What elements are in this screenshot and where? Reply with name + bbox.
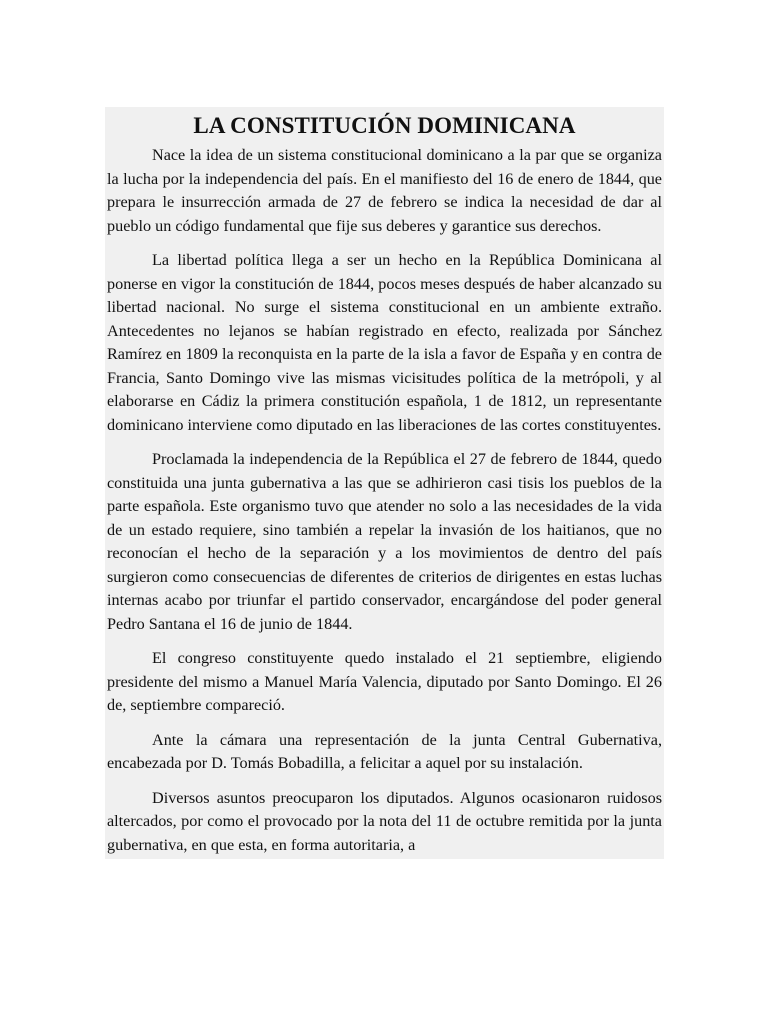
paragraph: Diversos asuntos preocuparon los diputados. Algunos ocasionaron ruidosos altercados, por como el provocado por la nota del 11 de octubre remitida por la junta gubernativa, en que esta, en forma autoritaria, a: [107, 788, 662, 854]
paragraph: Proclamada la independencia de la República el 27 de febrero de 1844, quedo constituida una junta gubernativa a las que se adhirieron casi tisis los pueblos de la parte española. Este organismo tuvo que atender no solo a las necesidades de la vida de un estado requiere, sino también a repelar la invasión de los haitianos, que no reconocían el hecho de la separación y a los movimientos de dentro del país surgieron como consecuencias de diferentes de criterios de dirigentes en estas luchas internas acabo por triunfar el partido conservador, encargándose del poder general Pedro Santana el 16 de junio de 1844.: [107, 450, 662, 633]
document-body: [105, 142, 664, 859]
paragraph: Ante la cámara una representación de la junta Central Gubernativa, encabezada por D. Tomás Bobadilla, a felicitar a aquel por su instalación.: [107, 730, 662, 772]
paragraph: La libertad política llega a ser un hecho en la República Dominicana al ponerse en vigor la constitución de 1844, pocos meses después de haber alcanzado su libertad nacional. No surge el sistema constitucional en un ambiente extraño. Antecedentes no lejanos se habían registrado en efecto, realizada por Sánchez Ramírez en 1809 la reconquista en la parte de la isla a favor de España y en contra de Francia, Santo Domingo vive las mismas vicisitudes política de la metrópoli, y al elaborarse en Cádiz la primera constitución española, 1 de 1812, un representante dominicano interviene como diputado en las liberaciones de las cortes constituyentes.: [107, 251, 662, 434]
document-title: LA CONSTITUCIÓN DOMINICANA: [193, 113, 576, 138]
paragraph: El congreso constituyente quedo instalado el 21 septiembre, eligiendo presidente del mismo a Manuel María Valencia, diputado por Santo Domingo. El 26 de, septiembre compareció.: [107, 649, 662, 714]
document-page: [105, 107, 664, 859]
title-banner: [105, 107, 664, 142]
paragraph: Nace la idea de un sistema constitucional dominicano a la par que se organiza la lucha por la independencia del país. En el manifiesto del 16 de enero de 1844, que prepara le insurrección armada de 27 de febrero se indica la necesidad de dar al pueblo un código fundamental que fije sus deberes y garantice sus derechos.: [107, 146, 662, 235]
